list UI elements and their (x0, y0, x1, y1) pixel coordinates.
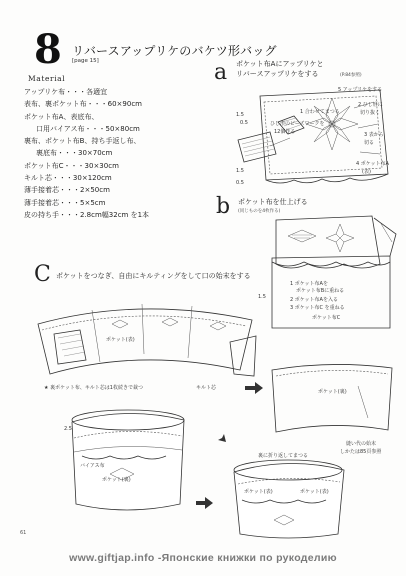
step-a-label: 12個作る (274, 129, 296, 135)
footer-watermark: www.giftjap.info -Японские книжки по рукоделию (69, 552, 337, 564)
step-c-label: ポケット(表) (244, 489, 273, 495)
step-b-letter: b (216, 194, 231, 219)
step-c-label: ポケット(裏) (102, 477, 131, 483)
step-b-label: 1 ポケット布Aを (290, 281, 328, 287)
step-b-text: ポケット布を仕上げる (238, 198, 308, 206)
step-a-label: 切り抜く (360, 110, 381, 116)
step-c-label: しかたは85頁参照 (340, 449, 382, 455)
step-b-label: 3 ポケット布C を重ねる (290, 305, 345, 311)
material-item: ポケット布A、表底布、 (24, 112, 99, 121)
step-a-label: 1.5 (236, 168, 244, 174)
material-item: 口用バイアス布・・・50×80cm (36, 124, 140, 133)
step-a-label: 切る (364, 140, 375, 146)
step-c-curved-panel-illustration (262, 362, 402, 442)
step-c-label: 2.5 (64, 426, 72, 432)
step-a-text-2: リバースアップリケをする (236, 70, 319, 78)
step-a-label: 4 ポケット布A (356, 161, 389, 167)
step-c-label: 裏に折り返してまつる (258, 453, 309, 459)
step-c-label: ポケット(表) (300, 489, 329, 495)
step-a-label: 2 ひし形に (358, 102, 383, 108)
step-a-label: 5 アップリケをする (338, 87, 383, 93)
step-a-label: 3 表から (364, 132, 384, 138)
material-item: 表布、裏ポケット布・・・60×90cm (24, 100, 142, 109)
step-a-label: ひし形のビーズワークを (270, 121, 325, 127)
page-number: 61 (20, 530, 27, 536)
step-b-label: 2 ポケット布Aを入る (290, 297, 338, 303)
step-c-label: 縫い代の始末 (346, 441, 377, 447)
pattern-number: 8 (34, 26, 62, 73)
material-item: 薄手接着芯・・・5×5cm (24, 198, 106, 207)
step-b-label: 1.5 (258, 294, 266, 300)
material-item: ポケット布C・・・30×30cm (24, 161, 119, 170)
step-c-label: キルト芯 (196, 385, 216, 391)
step-a-letter: a (214, 60, 228, 85)
material-item: 裏底布・・・30×70cm (36, 149, 113, 158)
arrow-icon (212, 428, 228, 444)
step-a-label: 1.5 (236, 112, 244, 118)
step-c-label: ★ 裏ポケット布、キルト芯は1枚続きで裁つ (44, 385, 143, 391)
material-item: アップリケ布・・・各適宜 (24, 88, 108, 96)
step-a-text-1: ポケット布Aにアップリケと (236, 60, 324, 68)
step-a-label: 1 合わせてまつる (300, 109, 340, 115)
page-title: リバースアップリケのバケツ形バッグ (72, 44, 277, 58)
step-a-note: (P.84参照) (340, 73, 362, 78)
step-b-label: ポケット布C (312, 315, 341, 321)
step-b-label: ポケット布Bに重ねる (296, 288, 345, 294)
arrow-icon (196, 496, 214, 510)
step-a-label: 0.5 (240, 120, 248, 126)
material-item: 裏布、ポケット布B、持ち手返し布、 (24, 137, 141, 146)
step-c-strip-illustration (30, 290, 260, 390)
step-c-text: ポケットをつなぎ、自由にキルティングをして口の始末をする (56, 272, 251, 280)
material-item: 皮の持ち手・・・2.8cm幅32cm を1本 (24, 210, 150, 219)
materials-heading: Material (28, 74, 66, 83)
step-c-label: ポケット(裏) (318, 389, 347, 395)
step-c-letter: C (34, 262, 51, 287)
materials-list (24, 86, 149, 221)
step-c-label: ポケット(表) (106, 337, 135, 343)
page-reference: [page 15] (72, 58, 99, 64)
step-c-label: バイアス布 (80, 463, 105, 469)
step-a-label: (表) (362, 169, 371, 175)
step-c-finished-bucket-illustration (228, 450, 348, 540)
step-a-label: 0.5 (236, 180, 244, 186)
material-item: 薄手接着芯・・・2×50cm (24, 186, 110, 195)
material-item: キルト芯・・・30×120cm (24, 174, 112, 183)
step-b-note: (同じものを4枚作る) (238, 209, 281, 214)
